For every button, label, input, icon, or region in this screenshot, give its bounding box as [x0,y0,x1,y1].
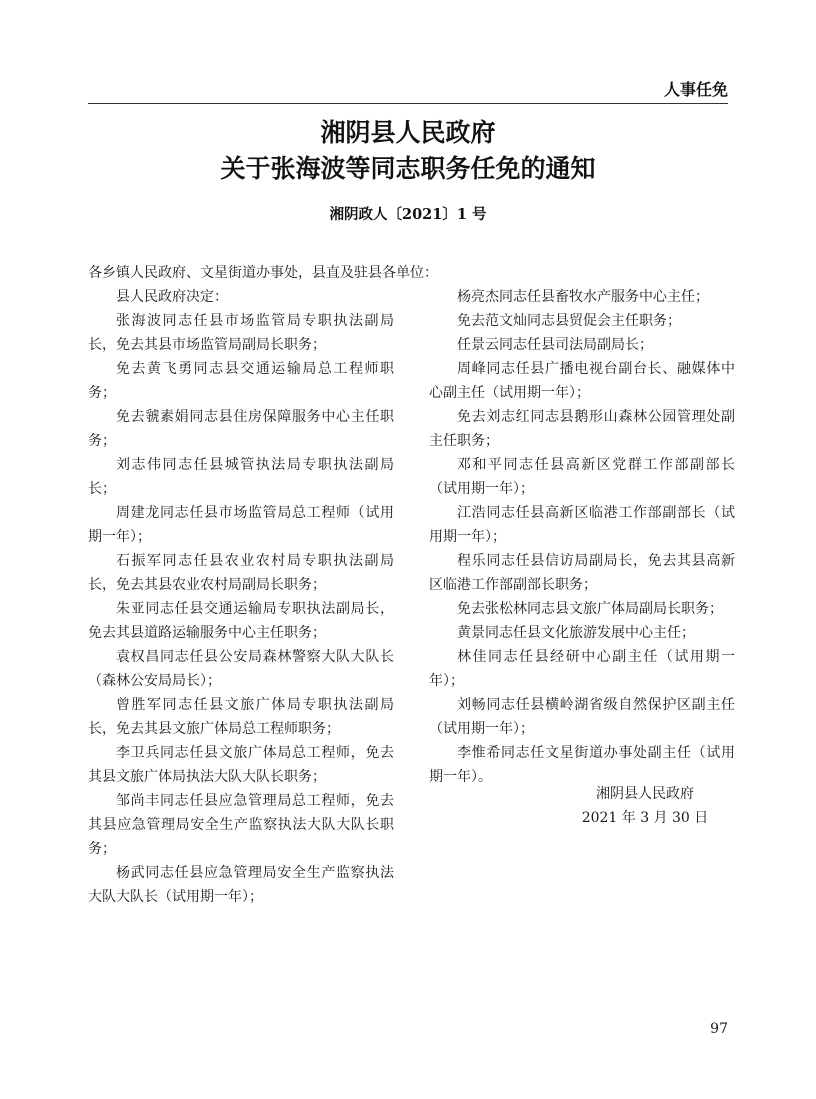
paragraph: 免去刘志红同志县鹅形山森林公园管理处副主任职务； [429,409,735,449]
document-number: 湘阴政人〔2021〕1 号 [329,206,487,223]
paragraph: 任景云同志任县司法局副局长； [457,337,653,353]
header-divider [88,103,728,104]
paragraph: 刘志伟同志任县城管执法局专职执法副局长； [88,457,394,497]
paragraph: 江浩同志任县高新区临港工作部副部长（试用期一年）； [429,505,735,545]
document-title-line-2: 关于张海波等同志职务任免的通知 [220,154,596,183]
paragraph: 免去虢素娟同志县住房保障服务中心主任职务； [88,409,394,449]
paragraph: 县人民政府决定： [116,289,228,305]
paragraph: 邓和平同志任县高新区党群工作部副部长（试用期一年）； [429,457,735,497]
paragraph: 邹尚丰同志任县应急管理局总工程师，免去其县应急管理局安全生产监察执法大队大队长职务； [88,793,394,857]
paragraph: 袁权昌同志任县公安局森林警察大队大队长（森林公安局局长）； [88,649,394,689]
paragraph: 免去黄飞勇同志县交通运输局总工程师职务； [88,361,394,401]
paragraph: 石振军同志任县农业农村局专职执法副局长，免去其县农业农村局副局长职务； [88,553,394,593]
issue-date: 2021 年 3 月 30 日 [581,810,709,826]
paragraph: 黄景同志任县文化旅游发展中心主任； [457,625,695,641]
paragraph: 张海波同志任县市场监管局专职执法副局长，免去其县市场监管局副局长职务； [88,313,394,353]
paragraph: 免去范文灿同志县贸促会主任职务； [457,313,681,329]
salutation: 各乡镇人民政府、文星街道办事处，县直及驻县各单位： [88,265,438,281]
page-number: 97 [710,1021,728,1037]
paragraph: 李惟希同志任文星街道办事处副主任（试用期一年）。 [429,745,735,785]
paragraph: 刘畅同志任县横岭湖省级自然保护区副主任（试用期一年）； [429,697,735,737]
issuing-organization: 湘阴县人民政府 [596,786,694,802]
paragraph: 朱亚同志任县交通运输局专职执法副局长，免去其县道路运输服务中心主任职务； [88,601,394,641]
paragraph: 免去张松林同志县文旅广体局副局长职务； [457,601,723,617]
paragraph: 曾胜军同志任县文旅广体局专职执法副局长，免去其县文旅广体局总工程师职务； [88,697,394,737]
paragraph: 杨武同志任县应急管理局安全生产监察执法大队大队长（试用期一年）； [88,865,394,905]
left-column [88,285,394,909]
paragraph: 周峰同志任县广播电视台副台长、融媒体中心副主任（试用期一年）； [429,361,735,401]
paragraph: 林佳同志任县经研中心副主任（试用期一年）； [429,649,735,689]
paragraph: 周建龙同志任县市场监管局总工程师（试用期一年）； [88,505,394,545]
section-label: 人事任免 [663,80,728,99]
right-column [429,285,735,789]
paragraph: 程乐同志任县信访局副局长，免去其县高新区临港工作部副部长职务； [429,553,735,593]
document-title-line-1: 湘阴县人民政府 [320,118,496,147]
paragraph: 李卫兵同志任县文旅广体局总工程师，免去其县文旅广体局执法大队大队长职务； [88,745,394,785]
paragraph: 杨亮杰同志任县畜牧水产服务中心主任； [457,289,709,305]
